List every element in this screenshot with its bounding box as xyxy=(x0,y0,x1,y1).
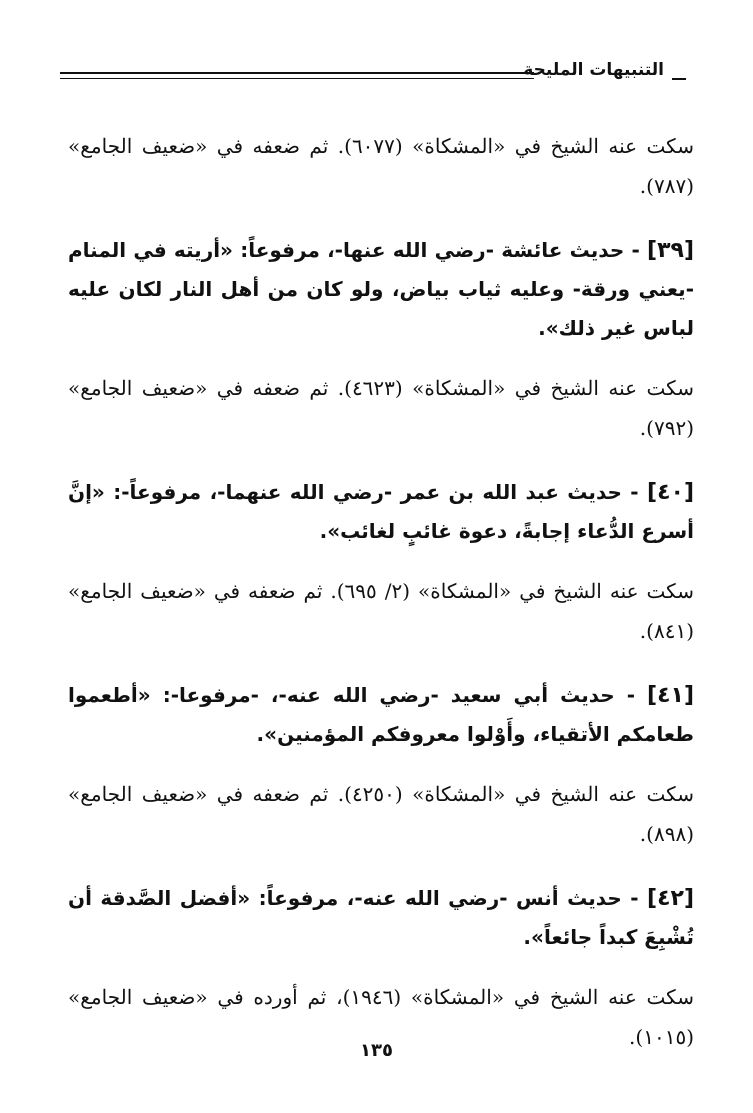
hadith-text: - حديث أنس -رضي الله عنه-، مرفوعاً: «أفضل الصَّدقة أن تُشْبِعَ كبداً جائعاً». xyxy=(68,886,694,949)
hadith-paragraph xyxy=(68,473,694,551)
hadith-paragraph xyxy=(68,676,694,754)
hadith-paragraph xyxy=(68,231,694,348)
note-paragraph: سكت عنه الشيخ في «المشكاة» (٤٦٢٣). ثم ضعفه في «ضعيف الجامع» (٧٩٢). xyxy=(68,376,694,440)
hadith-number: [٤٠] xyxy=(647,480,694,505)
hadith-number: [٤١] xyxy=(647,683,694,708)
hadith-number: [٤٢] xyxy=(647,886,694,911)
hadith-paragraph xyxy=(68,879,694,957)
hadith-number: [٣٩] xyxy=(647,238,694,263)
header-rule-double-top xyxy=(60,72,534,74)
note-paragraph: سكت عنه الشيخ في «المشكاة» (٢/ ٦٩٥). ثم ضعفه في «ضعيف الجامع» (٨٤١). xyxy=(68,579,694,643)
page-number: ١٣٥ xyxy=(360,1040,393,1061)
header-dash xyxy=(672,78,686,80)
hadith-text: - حديث عائشة -رضي الله عنها-، مرفوعاً: «أريته في المنام -يعني ورقة- وعليه ثياب بياض، ولو كان من أهل النار لكان عليه لباس غير ذلك». xyxy=(68,238,694,340)
note-paragraph: سكت عنه الشيخ في «المشكاة» (٤٢٥٠). ثم ضعفه في «ضعيف الجامع» (٨٩٨). xyxy=(68,782,694,846)
hadith-text: - حديث عبد الله بن عمر -رضي الله عنهما-، مرفوعاً-: «إنَّ أسرع الدُّعاء إجابةً، دعوة غائبٍ لغائب». xyxy=(68,480,694,543)
header-rule-double-bottom xyxy=(60,78,534,79)
page-body xyxy=(68,126,694,1082)
running-header xyxy=(60,58,686,90)
hadith-text: - حديث أبي سعيد -رضي الله عنه-، -مرفوعا-: «أطعموا طعامكم الأتقياء، وأَوْلوا معروفكم المؤمنين». xyxy=(68,683,694,746)
note-paragraph: سكت عنه الشيخ في «المشكاة» (١٩٤٦)، ثم أورده في «ضعيف الجامع» (١٠١٥). xyxy=(68,985,694,1049)
running-header-title: التنبيهات المليحة xyxy=(523,60,664,80)
note-paragraph: سكت عنه الشيخ في «المشكاة» (٦٠٧٧). ثم ضعفه في «ضعيف الجامع» (٧٨٧). xyxy=(68,134,694,198)
